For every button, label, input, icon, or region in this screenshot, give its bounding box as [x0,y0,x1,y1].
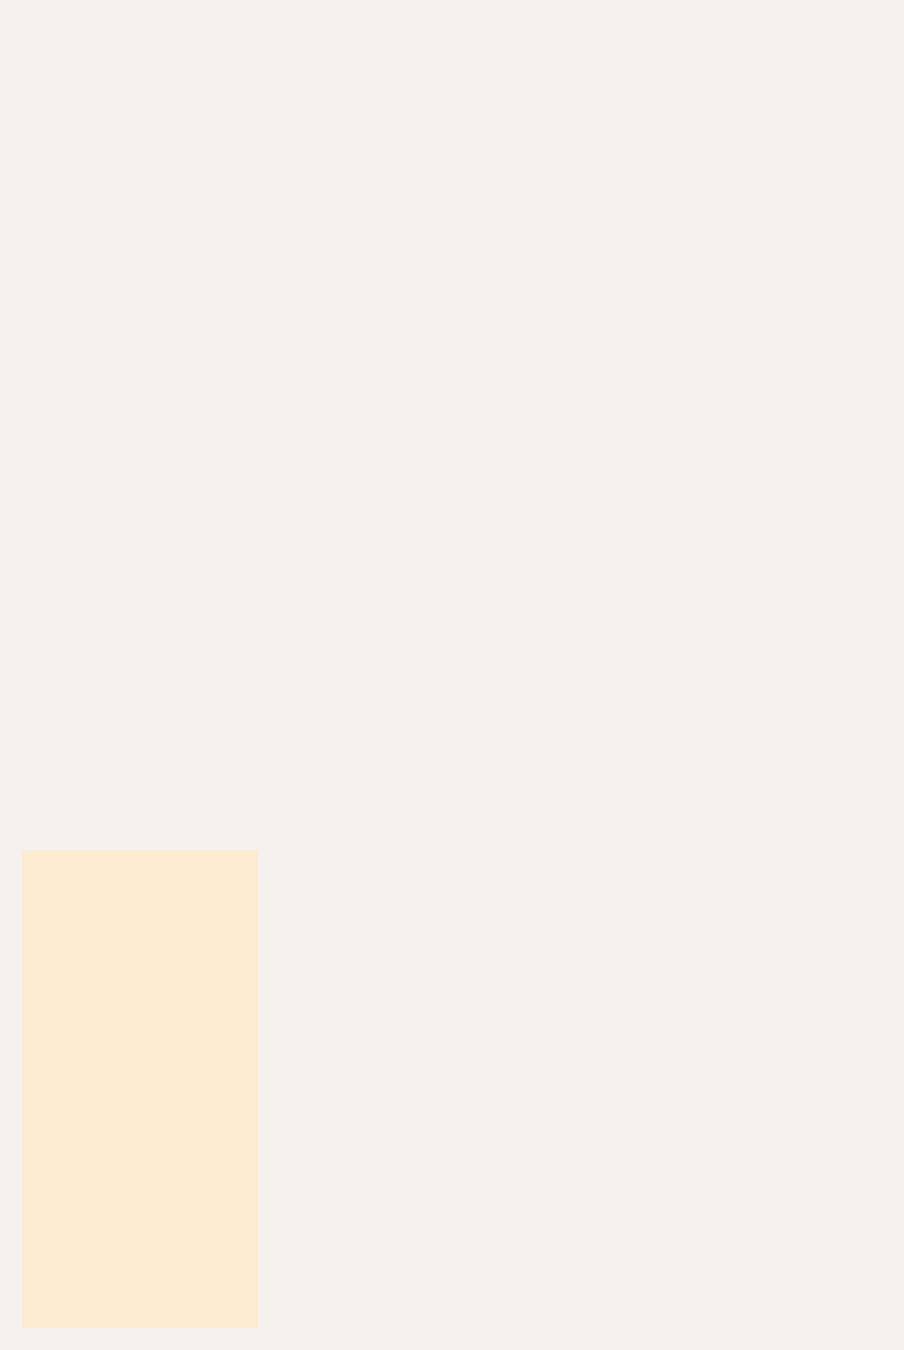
suggested-fabrics-panel [22,850,258,1328]
